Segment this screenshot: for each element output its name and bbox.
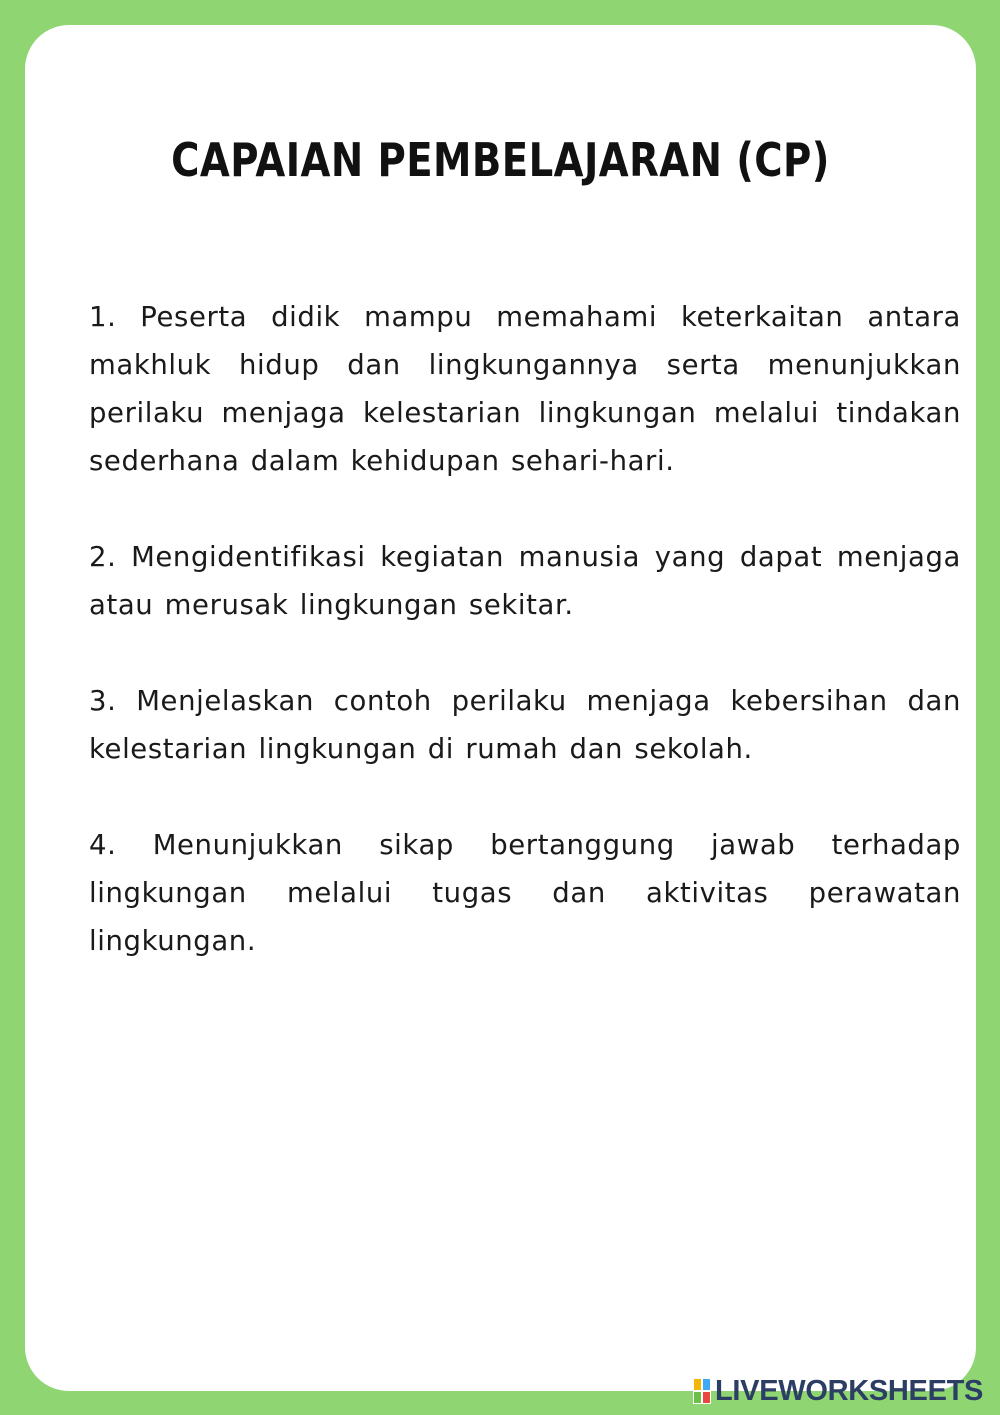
list-item: 4. Menunjukkan sikap bertanggung jawab terhadap lingkungan melalui tugas dan aktivitas perawatan lingkungan.	[89, 829, 961, 957]
logo-square-4	[702, 1391, 711, 1404]
liveworksheets-watermark	[693, 1376, 983, 1406]
learning-outcomes-list	[89, 293, 961, 1013]
logo-square-3	[693, 1391, 702, 1404]
logo-square-2	[702, 1378, 711, 1391]
logo-square-1	[693, 1378, 702, 1391]
list-item: 1. Peserta didik mampu memahami keterkaitan antara makhluk hidup dan lingkungannya serta menunjukkan perilaku menjaga kelestarian lingkungan melalui tindakan sederhana dalam kehidupan sehari-hari.	[89, 301, 961, 477]
list-item: 2. Mengidentifikasi kegiatan manusia yang dapat menjaga atau merusak lingkungan sekitar.	[89, 541, 961, 621]
document-card	[25, 25, 976, 1391]
watermark-text: LIVEWORKSHEETS	[715, 1375, 984, 1407]
liveworksheets-logo-icon	[693, 1378, 711, 1404]
page-title: CAPAIAN PEMBELAJARAN (CP)	[171, 133, 830, 187]
list-item: 3. Menjelaskan contoh perilaku menjaga kebersihan dan kelestarian lingkungan di rumah dan sekolah.	[89, 685, 961, 765]
